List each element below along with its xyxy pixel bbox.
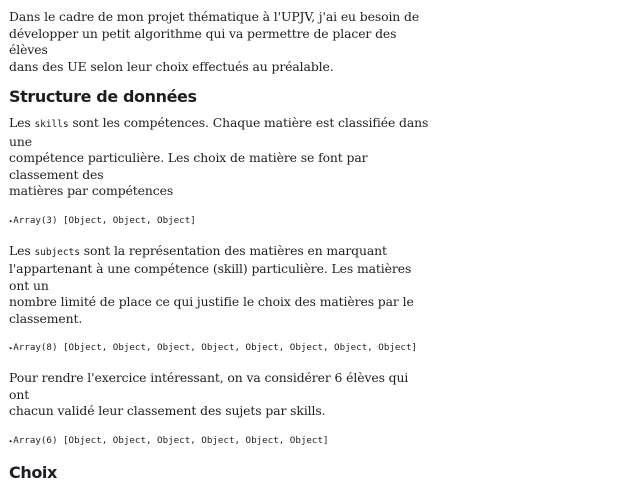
subjects-prefix: Les: [9, 242, 35, 258]
subjects-code: subjects: [34, 246, 80, 258]
expand-caret-icon[interactable]: ▸: [9, 216, 14, 225]
students-paragraph: [9, 370, 429, 420]
skills-line: matières par compétences: [9, 183, 174, 198]
skills-array-text: Array(3) [Object, Object, Object]: [13, 214, 196, 226]
intro-paragraph: [9, 9, 429, 75]
subjects-array-output[interactable]: [9, 342, 429, 354]
skills-array-output[interactable]: [9, 215, 429, 227]
students-line: chacun validé leur classement des sujets par skills.: [9, 403, 326, 418]
intro-line: développer un petit algorithme qui va permettre de placer des élèves: [9, 25, 397, 57]
subjects-line: l'appartenant à une compétence (skill) particulière. Les matières ont un: [9, 261, 412, 293]
students-array-output[interactable]: [9, 435, 429, 447]
students-array-text: Array(6) [Object, Object, Object, Object, Object, Object]: [13, 434, 329, 446]
subjects-array-text: Array(8) [Object, Object, Object, Object, Object, Object, Object, Object]: [13, 342, 418, 353]
skills-prefix: Les: [9, 115, 35, 130]
subjects-line: classement.: [9, 310, 83, 326]
students-line: Pour rendre l'exercice intéressant, on va considérer 6 élèves qui ont: [9, 370, 409, 402]
skills-line: compétence particulière. Les choix de matière se font par classement des: [9, 150, 368, 182]
notebook-content: [9, 9, 429, 483]
skills-paragraph: [9, 115, 429, 200]
expand-caret-icon[interactable]: ▸: [9, 436, 14, 445]
skills-line1-rest: sont les compétences. Chaque matière est classifiée dans une: [9, 115, 429, 149]
structure-heading: Structure de données: [9, 87, 197, 106]
subjects-paragraph: [9, 243, 429, 328]
intro-line: Dans le cadre de mon projet thématique à l'UPJV, j'ai eu besoin de: [9, 9, 420, 24]
subjects-line: nombre limité de place ce qui justifie le choix des matières par le: [9, 294, 414, 309]
subjects-line1-rest: sont la représentation des matières en marquant: [79, 242, 387, 258]
skills-code: skills: [34, 119, 69, 130]
expand-caret-icon[interactable]: ▸: [9, 344, 14, 352]
choix-heading: Choix: [9, 462, 57, 482]
intro-line: dans des UE selon leur choix effectués au préalable.: [9, 58, 334, 74]
